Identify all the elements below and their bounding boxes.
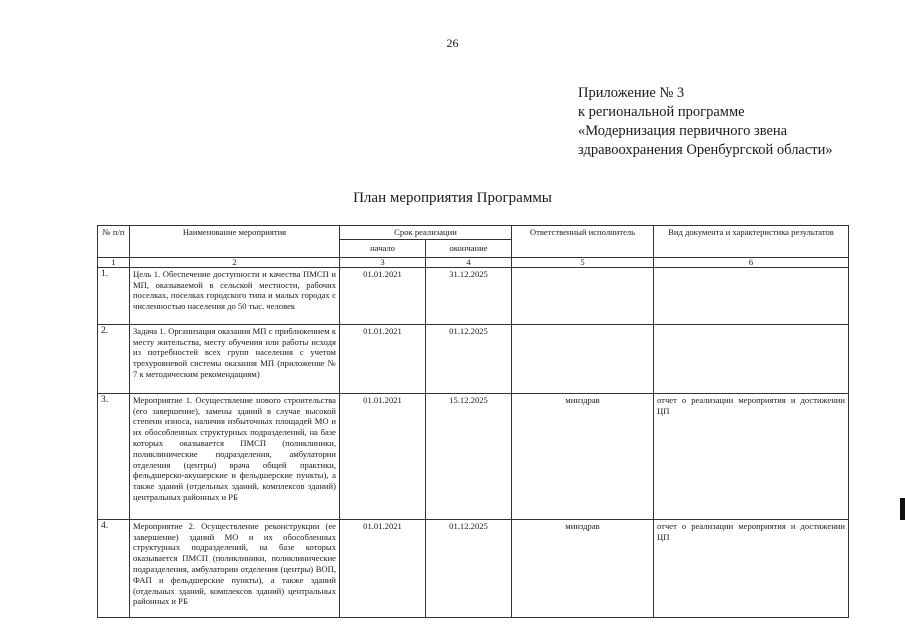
row-doc [654,267,849,324]
row-doc [654,393,849,519]
header-start: начало [340,239,426,257]
appendix-line: здравоохранения Оренбургской области» [578,142,833,158]
col-number: 2 [130,257,340,267]
table-row [98,267,849,324]
row-name: Мероприятие 2. Осуществление реконструкции (ее завершение) зданий МО и их обособленных структурных подразделений, на базе которых оказывается ПМСП (поликлиники, поликлинические подразделения, амбулатории отделения (центры) ВОП, ФАП и фельдшерские пункты), а также зданий (отдельных зданий, комплексов зданий) центральных районных и РБ [130,519,340,617]
row-end: 15.12.2025 [426,393,512,519]
header-name: Наименование мероприятия [130,226,340,258]
plan-title: План мероприятия Программы [353,190,552,206]
row-num: 3. [98,393,130,519]
row-start: 01.01.2021 [340,267,426,324]
row-start: 01.01.2021 [340,519,426,617]
column-number-row [98,257,849,267]
row-responsible: минздрав [512,393,654,519]
col-number: 5 [512,257,654,267]
appendix-heading [578,84,833,160]
row-responsible [512,267,654,324]
row-start: 01.01.2021 [340,393,426,519]
header-num: № п/п [98,226,130,258]
header-responsible: Ответственный исполнитель [512,226,654,258]
page-number: 26 [446,36,459,50]
row-end: 01.12.2025 [426,519,512,617]
row-name: Мероприятие 1. Осуществление нового строительства (его завершение), замены зданий в случае высокой степени износа, наличия избыточных площадей МО и их обособленных структурных подразделений, на базе которых оказывается ПМСП (поликлиники, поликлинические подразделения, амбулатории отделения (центры) врача общей практики, фельдшерско-акушерские и фельдшерские пункты), а также зданий (отдельных зданий, комплексов зданий) центральных районных и РБ [130,393,340,519]
row-end: 01.12.2025 [426,324,512,393]
appendix-line: «Модернизация первичного звена [578,123,788,139]
header-period: Срок реализации [340,226,512,240]
table-row [98,519,849,617]
row-responsible [512,324,654,393]
table-row [98,393,849,519]
plan-table [97,225,849,618]
row-end: 31.12.2025 [426,267,512,324]
row-doc [654,324,849,393]
row-responsible: минздрав [512,519,654,617]
appendix-line: Приложение № 3 [578,85,685,101]
row-num: 4. [98,519,130,617]
col-number: 6 [654,257,849,267]
row-name: Цель 1. Обеспечение доступности и качества ПМСП и МП, оказываемой в сельской местности, рабочих поселках, поселках городского типа и малых городах с численностью населения до 50 тыс. человек [130,267,340,324]
row-start: 01.01.2021 [340,324,426,393]
row-num: 1. [98,267,130,324]
col-number: 1 [98,257,130,267]
appendix-line: к региональной программе [578,104,745,120]
col-number: 3 [340,257,426,267]
row-name: Задача 1. Организация оказания МП с приближением к месту жительства, месту обучения или работы исходя из потребностей всех групп населения с учетом трехуровневой системы оказания МП (приложение № 7 к методическим рекомендациям) [130,324,340,393]
col-number: 4 [426,257,512,267]
row-num: 2. [98,324,130,393]
row-doc [654,519,849,617]
row-doc-text: отчет о реализации мероприятия и достижении ЦП [657,394,845,416]
scan-edge-mark [900,498,905,520]
table-row [98,324,849,393]
header-end: окончание [426,239,512,257]
table-header-row [98,226,849,240]
header-doc: Вид документа и характеристика результатов [654,226,849,258]
row-doc-text: отчет о реализации мероприятия и достижении ЦП [657,520,845,542]
